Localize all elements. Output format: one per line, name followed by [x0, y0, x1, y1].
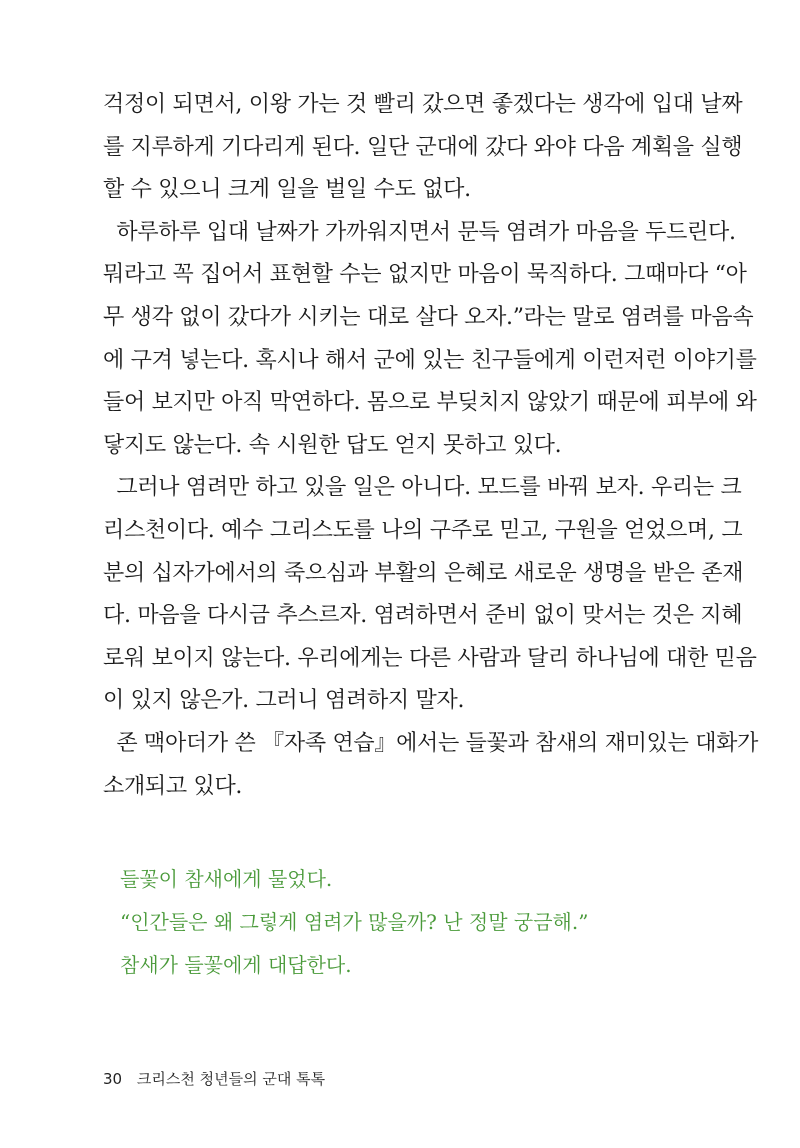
quote-line: 참새가 들꽃에게 대답한다. [120, 953, 352, 977]
body-line: 할 수 있으니 크게 일을 벌일 수도 없다. [103, 177, 471, 203]
quote-line: “인간들은 왜 그렇게 염려가 많을까? 난 정말 궁금해.” [120, 910, 589, 934]
body-line: 이 있지 않은가. 그러니 염려하지 말자. [103, 688, 465, 714]
body-line: 걱정이 되면서, 이왕 가는 것 빨리 갔으면 좋겠다는 생각에 입대 날짜 [103, 92, 743, 117]
page-footer [103, 1068, 325, 1089]
body-line: 리스천이다. 예수 그리스도를 나의 구주로 믿고, 구원을 얻었으며, 그 [103, 517, 743, 543]
running-title: 크리스천 청년들의 군대 톡톡 [136, 1070, 326, 1088]
body-line: 다. 마음을 다시금 추스르자. 염려하면서 준비 없이 맞서는 것은 지혜 [103, 603, 743, 629]
body-line: 들어 보지만 아직 막연하다. 몸으로 부딪치지 않았기 때문에 피부에 와 [103, 390, 757, 416]
body-line: 소개되고 있다. [103, 773, 243, 799]
body-line: 존 맥아더가 쓴 『자족 연습』에서는 들꽃과 참새의 재미있는 대화가 [103, 730, 759, 756]
body-line: 분의 십자가에서의 죽으심과 부활의 은혜로 새로운 생명을 받은 존재 [103, 560, 744, 586]
quote-line: 들꽃이 참새에게 물었다. [120, 867, 333, 891]
page-number: 30 [103, 1070, 123, 1088]
body-line: 그러나 염려만 하고 있을 일은 아니다. 모드를 바꿔 보자. 우리는 크 [103, 475, 742, 501]
body-text [103, 84, 759, 808]
body-line: 에 구겨 넣는다. 혹시나 해서 군에 있는 친구들에게 이런저런 이야기를 [103, 347, 757, 373]
body-line: 로워 보이지 않는다. 우리에게는 다른 사람과 달리 하나님에 대한 믿음 [103, 645, 757, 671]
body-line: 뭐라고 꼭 집어서 표현할 수는 없지만 마음이 묵직하다. 그때마다 “아 [103, 262, 747, 288]
body-line: 무 생각 없이 갔다가 시키는 대로 살다 오자.”라는 말로 염려를 마음속 [103, 304, 754, 330]
body-line: 하루하루 입대 날짜가 가까워지면서 문득 염려가 마음을 두드린다. [103, 219, 736, 245]
body-line: 닿지도 않는다. 속 시원한 답도 얻지 못하고 있다. [103, 432, 562, 458]
body-line: 를 지루하게 기다리게 된다. 일단 군대에 갔다 와야 다음 계획을 실행 [103, 134, 743, 160]
dialogue-quote [120, 858, 680, 987]
